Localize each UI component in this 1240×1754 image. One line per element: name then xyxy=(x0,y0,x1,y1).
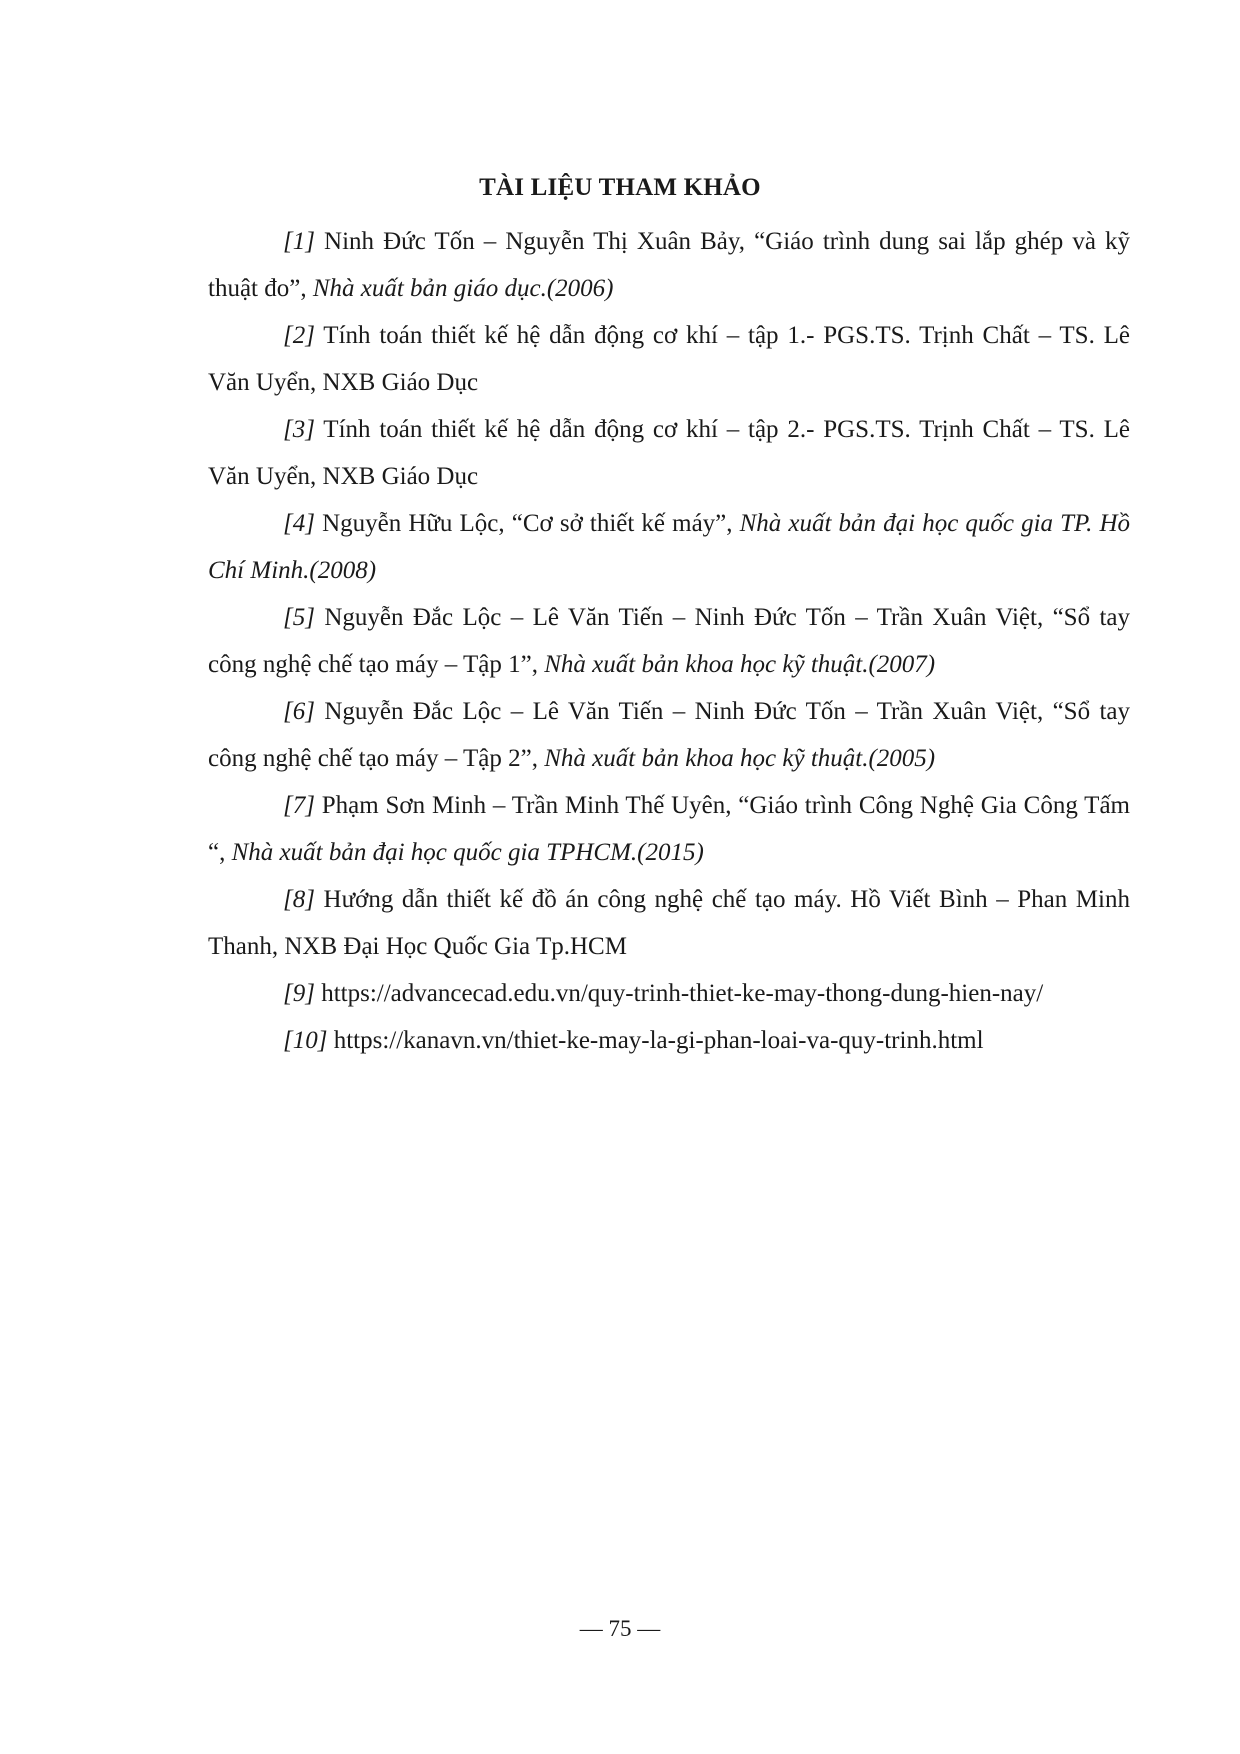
reference-number: [10] xyxy=(283,1027,328,1054)
reference-item-5 xyxy=(208,594,1130,688)
reference-publisher: Nhà xuất bản khoa học kỹ thuật.(2007) xyxy=(544,651,936,678)
reference-list xyxy=(208,218,1130,1064)
reference-text: Hướng dẫn thiết kế đồ án công nghệ chế tạo máy. Hồ Viết Bình – Phan Minh Thanh, NXB Đại Học Quốc Gia Tp.HCM xyxy=(208,886,1130,960)
reference-link[interactable]: https://advancecad.edu.vn/quy-trinh-thiet-ke-may-thong-dung-hien-nay/ xyxy=(314,980,1044,1007)
reference-number: [1] xyxy=(283,228,315,255)
reference-number: [6] xyxy=(283,698,315,725)
reference-number: [5] xyxy=(283,604,315,631)
reference-item-4 xyxy=(208,500,1130,594)
reference-text: Tính toán thiết kế hệ dẫn động cơ khí – tập 2.- PGS.TS. Trịnh Chất – TS. Lê Văn Uyển, NXB Giáo Dục xyxy=(208,416,1130,490)
reference-number: [7] xyxy=(283,792,315,819)
page-number: — 75 — xyxy=(579,1616,661,1641)
reference-number: [3] xyxy=(283,416,315,443)
reference-item-8 xyxy=(208,876,1130,970)
page-title: TÀI LIỆU THAM KHẢO xyxy=(479,174,761,201)
reference-item-9 xyxy=(208,970,1130,1017)
reference-item-7 xyxy=(208,782,1130,876)
reference-link[interactable]: https://kanavn.vn/thiet-ke-may-la-gi-phan-loai-va-quy-trinh.html xyxy=(327,1027,984,1054)
reference-text: Ninh Đức Tốn – Nguyễn Thị Xuân Bảy, “Giáo trình dung sai lắp ghép và kỹ thuật đo”, xyxy=(208,228,1130,302)
reference-item-10 xyxy=(208,1017,1130,1064)
reference-text: Phạm Sơn Minh – Trần Minh Thế Uyên, “Giáo trình Công Nghệ Gia Công Tấm “, xyxy=(208,792,1130,866)
reference-publisher: Nhà xuất bản giáo dục.(2006) xyxy=(312,275,614,302)
reference-publisher: Nhà xuất bản đại học quốc gia TPHCM.(2015) xyxy=(231,839,704,866)
reference-publisher: Nhà xuất bản đại học quốc gia TP. Hồ Chí Minh.(2008) xyxy=(208,510,1130,584)
reference-text: Nguyễn Đắc Lộc – Lê Văn Tiến – Ninh Đức Tốn – Trần Xuân Việt, “Sổ tay công nghệ chế tạo máy – Tập 1”, xyxy=(208,604,1130,678)
reference-number: [2] xyxy=(283,322,315,349)
reference-item-3 xyxy=(208,406,1130,500)
reference-item-1 xyxy=(208,218,1130,312)
reference-text: Nguyễn Đắc Lộc – Lê Văn Tiến – Ninh Đức Tốn – Trần Xuân Việt, “Sổ tay công nghệ chế tạo máy – Tập 2”, xyxy=(208,698,1130,772)
reference-item-2 xyxy=(208,312,1130,406)
reference-item-6 xyxy=(208,688,1130,782)
reference-number: [4] xyxy=(283,510,315,537)
reference-text: Tính toán thiết kế hệ dẫn động cơ khí – tập 1.- PGS.TS. Trịnh Chất – TS. Lê Văn Uyển, NXB Giáo Dục xyxy=(208,322,1130,396)
reference-number: [8] xyxy=(283,886,315,913)
reference-text: Nguyễn Hữu Lộc, “Cơ sở thiết kế máy”, xyxy=(314,510,740,537)
reference-number: [9] xyxy=(283,980,315,1007)
reference-publisher: Nhà xuất bản khoa học kỹ thuật.(2005) xyxy=(544,745,936,772)
